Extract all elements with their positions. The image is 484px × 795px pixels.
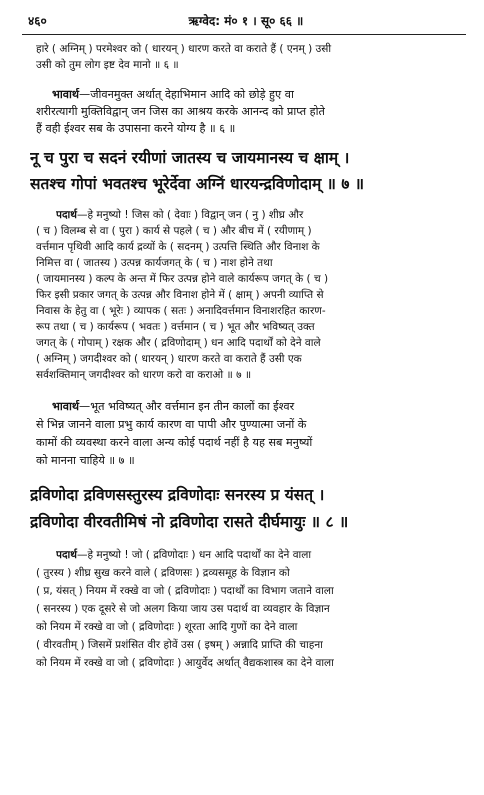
running-title: ऋग्वेद: मं० १ । सू० ६६ ॥ bbox=[188, 14, 304, 28]
padarth-8-line: ( वीरवतीम् ) जिसमें प्रशंसित वीर होवें उस ( इषम् ) अन्नादि प्राप्ति की चाहना bbox=[36, 639, 323, 651]
bhavarth-7-line: से भिन्न जानने वाला प्रभु कार्य कारण वा पापी और पुण्यात्मा जनों के bbox=[36, 418, 307, 431]
verse-8-line: द्रविणोदा वीरवतीमिषं नो द्रविणोदा रासते दीर्घमायुः ॥ ८ ॥ bbox=[30, 513, 349, 531]
bhavarth-6-line: भावार्थ—जीवनमुक्त अर्थात् देहाभिमान आदि को छोड़े हुए वा bbox=[52, 88, 294, 101]
verse-7-line: नू च पुरा च सदनं रयीणां जातस्य च जायमानस्य च क्षाम् । bbox=[30, 149, 350, 167]
verse-8-line: द्रविणोदा द्रविणसस्तुरस्य द्रविणोदाः सनरस्य प्र यंसत् । bbox=[30, 486, 325, 504]
padarth-label: पदार्थ bbox=[56, 209, 77, 221]
padarth-label: पदार्थ bbox=[56, 549, 77, 561]
padarth-7-line: फिर इसी प्रकार जगत् के उत्पन्न और विनाश होने में ( क्षाम् ) अपनी व्याप्ति से bbox=[36, 289, 324, 301]
padarth-8-line: ( सनरस्य ) एक दूसरे से जो अलग किया जाय उस पदार्थ वा व्यवहार के विज्ञान bbox=[36, 603, 330, 615]
padarth-7-line: निवास के हेतु वा ( भूरेः ) व्यापक ( सतः ) अनादिवर्त्तमान विनाशरहित कारण- bbox=[36, 305, 326, 317]
bhavarth-7-line: कामों की व्यवस्था करने वाला अन्य कोई पदार्थ नहीं है यह सब मनुष्यों bbox=[36, 436, 313, 449]
header-rule bbox=[22, 34, 466, 35]
padarth-7-line: जगत् के ( गोपाम् ) रक्षक और ( द्रविणोदाम् ) धन आदि पदार्थों को देने वाले bbox=[36, 337, 321, 349]
bhavarth-6-line: हैं वही ईश्वर सब के उपासना करने योग्य है ॥ ६ ॥ bbox=[36, 122, 236, 135]
page-number: ४६० bbox=[28, 14, 47, 28]
padarth-7-line: रूप तथा ( च ) कार्यरूप ( भवतः ) वर्त्तमान ( च ) भूत और भविष्यत् उक्त bbox=[36, 321, 315, 333]
text-line: हारे ( अग्निम् ) परमेश्वर को ( धारयन् ) धारण करते वा कराते हैं ( एनम् ) उसी bbox=[36, 43, 332, 55]
padarth-7-line: निमित्त वा ( जातस्य ) उत्पन्न कार्यजगत् के ( च ) नाश होने तथा bbox=[36, 257, 273, 269]
bhavarth-7-line: भावार्थ—भूत भविष्यत् और वर्त्तमान इन तीन कालों का ईश्वर bbox=[52, 400, 295, 413]
padarth-8-line: को नियम में रक्खे वा जो ( द्रविणोदाः ) शूरता आदि गुणों का देने वाला bbox=[36, 621, 298, 633]
bhavarth-7-line: को मानना चाहिये ॥ ७ ॥ bbox=[36, 454, 135, 467]
bhavarth-label: भावार्थ bbox=[52, 88, 80, 101]
padarth-8-line: को नियम में रक्खे वा जो ( द्रविणोदाः ) आयुर्वेद अर्थात् वैद्यकशास्त्र का देने वाला bbox=[36, 657, 334, 669]
bhavarth-label: भावार्थ bbox=[52, 400, 80, 413]
padarth-7-line: सर्वशक्तिमान् जगदीश्वर को धारण करो वा कराओ ॥ ७ ॥ bbox=[36, 369, 252, 381]
padarth-8-line: ( प्र, यंसत् ) नियम में रक्खे वा जो ( द्रविणोदाः ) पदार्थों का विभाग जताने वाला bbox=[36, 585, 334, 597]
text-line: उसी को तुम लोग इष्ट देव मानो ॥ ६ ॥ bbox=[36, 59, 179, 71]
bhavarth-6-line: शरीरत्यागी मुक्तिविद्वान् जन जिस का आश्रय करके आनन्द को प्राप्त होते bbox=[36, 105, 325, 118]
padarth-7-line: ( च ) विलम्ब से वा ( पुरा ) कार्य से पहले ( च ) और बीच में ( रयीणाम् ) bbox=[36, 225, 312, 237]
padarth-7-line: ( अग्निम् ) जगदीश्वर को ( धारयन् ) धारण करते वा कराते हैं उसी एक bbox=[36, 353, 302, 365]
padarth-7-line: पदार्थ—हे मनुष्यो ! जिस को ( देवाः ) विद्वान् जन ( नु ) शीघ्र और bbox=[56, 209, 304, 221]
padarth-8-line: पदार्थ—हे मनुष्यो ! जो ( द्रविणोदाः ) धन आदि पदार्थों का देने वाला bbox=[56, 549, 312, 561]
padarth-7-line: ( जायमानस्य ) कल्प के अन्त में फिर उत्पन्न होने वाले कार्यरूप जगत् के ( च ) bbox=[36, 273, 329, 285]
padarth-8-line: ( तुरस्य ) शीघ्र सुख करने वाले ( द्रविणसः ) द्रव्यसमूह के विज्ञान को bbox=[36, 567, 290, 579]
padarth-7-line: वर्त्तमान पृथिवी आदि कार्य द्रव्यों के ( सदनम् ) उत्पत्ति स्थिति और विनाश के bbox=[36, 241, 320, 253]
verse-7-line: सतश्च गोपां भवतश्च भूरेर्देवा अग्निं धारयन्द्रविणोदाम् ॥ ७ ॥ bbox=[30, 175, 365, 193]
page-header bbox=[28, 10, 464, 30]
